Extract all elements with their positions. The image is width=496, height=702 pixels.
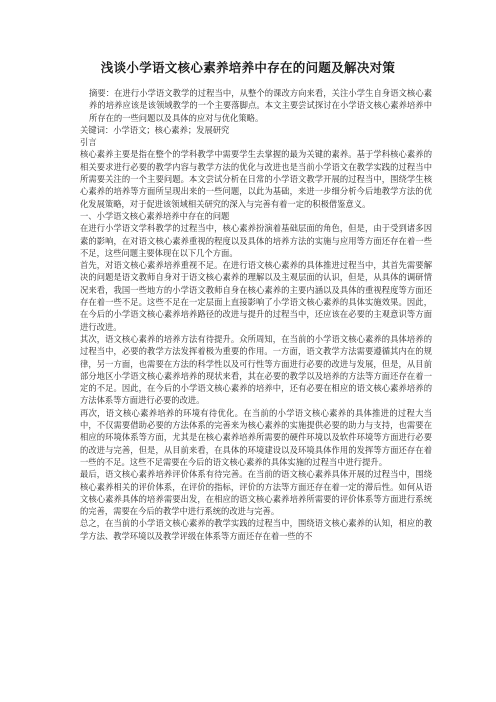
section1-intro-paragraph: 在进行小学语文学科教学的过程当中，核心素养扮演着基础层面的角色，但是，由于受到诸多因素的影响，在对语文核心素养重视的程度以及具体的培养方法的实施与应用等方面还存在着一些不足，这些问题主要体现在以下几个方面。 xyxy=(80,223,432,258)
point1-paragraph: 首先，对语文核心素养培养重视不足。在进行语文核心素养的具体推进过程当中，其首先需要解决的问题是语文教师自身对于语文核心素养的理解以及主观层面的认识，但是，从具体的调研情况来看，我国一些地方的小学语文教师自身在核心素养的主要内涵以及具体的重视程度等方面还存在着一些不足。这些不足在一定层面上直接影响了小学语文核心素养的具体实施效果。因此，在今后的小学语文核心素养培养路径的改进与提升的过程当中，还应该在必要的主观意识等方面进行改进。 xyxy=(80,260,432,332)
point2-paragraph: 其次，语文核心素养的培养方法有待提升。众所周知，在当前的小学语文核心素养的具体培养的过程当中，必要的教学方法发挥着极为重要的作用。一方面，语文教学方法需要遵循其内在的规律，另一方面，也需要在方法的科学性以及可行性等方面进行必要的改进与发展，但是，从目前部分地区小学语文核心素养培养的现状来看，其在必要的教学以及培养的方法等方面还存在着一定的不足。因此，在今后的小学语文核心素养的培养中，还有必要在相应的语文核心素养培养的方法体系等方面进行必要的改进。 xyxy=(80,333,432,406)
intro-paragraph: 核心素养主要是指在整个的学科教学中需要学生去掌握的最为关键的素养。基于学科核心素养的相关要求进行必要的教学内容与教学方法的优化与改进也是当前小学语文在教学实践的过程当中所需要关注的一个主要问题。本文尝试分析在日常的小学语文教学开展的过程当中，围绕学生核心素养的培养等方面所呈现出来的一些问题，以此为基础，来进一步细分析今后地教学方法的优化发展策略，对于促进该领域相关研究的深入与完善有着一定的积极借鉴意义。 xyxy=(80,149,432,209)
intro-heading: 引言 xyxy=(80,137,97,148)
point3-paragraph: 再次，语文核心素养培养的环境有待优化。在当前的小学语文核心素养的具体推进的过程大当中，不仅需要借助必要的方法体系的完善来为核心素养的实施提供必要的助力与支持，也需要在相应的环境体系等方面，尤其是在核心素养培养所需要的硬件环境以及软件环境等方面进行必要的改进与完善，但是，从目前来看，在具体的环境建设以及环境具体作用的发挥等方面还存在着一些的不足。这些不足需要在今后的语文核心素养的具体实施的过程当中进行提升。 xyxy=(80,407,432,467)
point4-paragraph: 最后，语文核心素养培养评价体系有待完善。在当前的语文核心素养具体开展的过程当中，围绕核心素养相关的评价体系，在评价的指标，评价的方法等方面还存在着一定的滞后性。如何从语文核心素养具体的培养需要出发，在相应的语文核心素养培养所需要的评价体系等方面进行系统的完善，需要在今后的教学中进行系统的改进与完善。 xyxy=(80,469,432,517)
keywords-line: 关键词：小学语文；核心素养；发展研究 xyxy=(80,124,230,135)
document-title: 浅谈小学语文核心素养培养中存在的问题及解决对策 xyxy=(100,60,396,75)
conclusion-paragraph: 总之，在当前的小学语文核心素养的教学实践的过程当中，围绕语文核心素养的认知，相应的教学方法、教学环境以及教学评级在体系等方面还存在着一些的不 xyxy=(80,518,432,541)
section1-heading: 一、小学语文核心素养培养中存在的问题 xyxy=(80,210,230,221)
document-body xyxy=(80,87,432,542)
abstract-paragraph: 摘要：在进行小学语文教学的过程当中，从整个的课改方向来看，关注小学生自身语文核心素养的培养应该是该领域教学的一个主要落脚点。本文主要尝试探讨在小学语文核心素养培养中所存在的一些问题以及具体的应对与优化策略。 xyxy=(89,88,432,123)
